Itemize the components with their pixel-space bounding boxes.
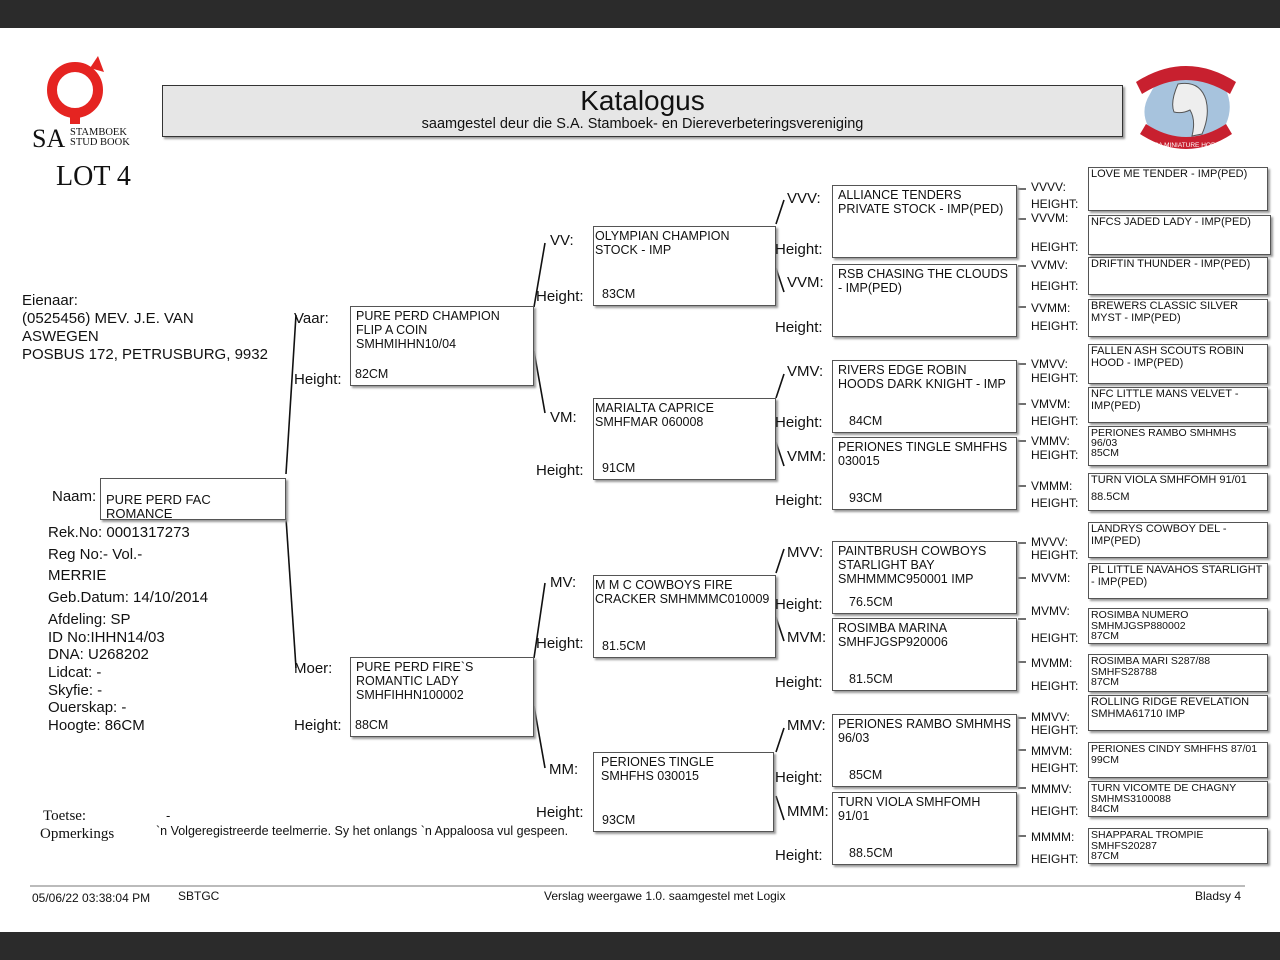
gen3-height-vmv: 84CM: [849, 414, 883, 428]
gen4-name-mvvv: LANDRYS COWBOY DEL - IMP(PED): [1091, 523, 1227, 547]
sire-height-label: Height:: [294, 371, 342, 388]
gen4-label-vmvv: VMVV:: [1031, 357, 1068, 371]
animal-details: [48, 522, 208, 737]
gen2-label-vm: VM:: [550, 409, 577, 426]
gen3-hlabel-mmv: Height:: [775, 769, 823, 786]
gen3-label-vmv: VMV:: [787, 363, 824, 380]
gen3-height-mvm: 81.5CM: [849, 672, 893, 686]
logo-stamboek-text: STAMBOEK: [70, 127, 127, 138]
gen4-label-mvmv: MVMV:: [1031, 604, 1070, 618]
gen2-box-vv: [593, 226, 776, 306]
gen3-label-mmm: MMM:: [787, 803, 829, 820]
gen4-name-mmvv: ROLLING RIDGE REVELATION SMHMA61710 IMP: [1091, 696, 1250, 720]
gen4-box-mmvm: [1088, 742, 1268, 778]
gen4-height-mvmm: 87CM: [1091, 676, 1120, 688]
gen4-box-mmmm: [1088, 828, 1268, 864]
gen3-height-mmv: 85CM: [849, 768, 883, 782]
gen2-height-mv: 81.5CM: [602, 639, 646, 653]
gen4-name-mvmv: ROSIMBA NUMERO SMHMJGSP880002: [1091, 609, 1189, 632]
sire-height: 82CM: [355, 367, 389, 381]
gen3-box-mmv: [832, 714, 1017, 787]
owner-block: [22, 292, 268, 364]
gen4-box-vmmm: [1088, 473, 1268, 511]
gen4-box-mmvv: [1088, 695, 1268, 731]
gen2-height-vm: 91CM: [602, 461, 636, 475]
gen3-label-mmv: MMV:: [787, 717, 826, 734]
gen3-hlabel-vvv: Height:: [775, 241, 823, 258]
gen4-box-vvvv: [1088, 167, 1268, 211]
gen4-height-mmmm: 87CM: [1091, 850, 1120, 862]
detail-reg-no: Reg No:- Vol.-: [48, 545, 143, 563]
gen3-hlabel-vmv: Height:: [775, 414, 823, 431]
gen3-hlabel-mvm: Height:: [775, 674, 823, 691]
gen4-box-vmvv: [1088, 344, 1268, 384]
gen3-name-vvv: ALLIANCE TENDERS PRIVATE STOCK - IMP(PED): [838, 188, 1004, 216]
gen2-name-vm: MARIALTA CAPRICE SMHFMAR 060008: [595, 401, 715, 429]
gen4-hlabel-vvmm: HEIGHT:: [1031, 319, 1079, 333]
footer-timestamp: 05/06/22 03:38:04 PM: [32, 891, 151, 905]
dam-height-label: Height:: [294, 717, 342, 734]
gen4-hlabel-mmmm: HEIGHT:: [1031, 852, 1079, 866]
gen2-name-vv: OLYMPIAN CHAMPION STOCK - IMP: [595, 229, 730, 257]
gen4-name-vvvv: LOVE ME TENDER - IMP(PED): [1091, 168, 1248, 180]
gen4-name-mvvm: PL LITTLE NAVAHOS STARLIGHT - IMP(PED): [1091, 564, 1263, 588]
gen4-label-mmmv: MMMV:: [1031, 782, 1072, 796]
dam-height: 88CM: [355, 718, 389, 732]
gen4-label-vvmv: VVMV:: [1031, 258, 1068, 272]
gen4-box-vvmv: [1088, 257, 1268, 295]
toetse-label: Toetse:: [43, 808, 87, 824]
gen3-name-vvm: RSB CHASING THE CLOUDS - IMP(PED): [838, 267, 1008, 295]
gen3-label-mvv: MVV:: [787, 544, 824, 561]
gen3-name-mvv: PAINTBRUSH COWBOYS STARLIGHT BAY SMHMMMC950001 IMP: [838, 544, 987, 586]
gen4-label-vmmm: VMMM:: [1031, 479, 1073, 493]
logo-top-text: SA MINIATUUR PERD: [1156, 60, 1227, 67]
gen3-height-mmm: 88.5CM: [849, 846, 893, 860]
gen3-box-vvv: [832, 185, 1017, 258]
gen3-name-mvm: ROSIMBA MARINA SMHFJGSP920006: [838, 621, 948, 649]
gen3-box-mmm: [832, 792, 1017, 865]
gen4-box-vmmv: [1088, 426, 1268, 466]
gen4-hlabel-vvvm: HEIGHT:: [1031, 240, 1079, 254]
gen2-name-mv: M M C COWBOYS FIRE CRACKER SMHMMMC010009: [595, 578, 770, 606]
detail-ouerskap: Ouerskap: -: [48, 699, 127, 717]
gen4-height-vmmv: 85CM: [1091, 447, 1120, 459]
gen4-name-vmvm: NFC LITTLE MANS VELVET - IMP(PED): [1091, 388, 1239, 412]
detail-rek-no: Rek.No: 0001317273: [48, 524, 190, 541]
detail-skyfie: Skyfie: -: [48, 681, 103, 699]
gen3-name-vmm: PERIONES TINGLE SMHFHS 030015: [838, 440, 1008, 468]
gen2-label-mm: MM:: [549, 761, 579, 778]
gen4-box-mvmv: [1088, 608, 1268, 644]
gen4-name-vvmv: DRIFTIN THUNDER - IMP(PED): [1091, 258, 1251, 270]
gen3-label-mvm: MVM:: [787, 629, 827, 646]
gen2-height-mm: 93CM: [602, 813, 636, 827]
gen2-hlabel-vm: Height:: [536, 462, 584, 479]
gen4-hlabel-mmmv: HEIGHT:: [1031, 804, 1079, 818]
gen4-box-mvmm: [1088, 654, 1268, 692]
gen4-name-mmmm: SHAPPARAL TROMPIE SMHFS20287: [1091, 829, 1204, 852]
gen2-hlabel-mm: Height:: [536, 804, 584, 821]
gen2-name-mm: PERIONES TINGLE SMHFHS 030015: [601, 755, 714, 783]
dam-box: [350, 657, 534, 737]
gen3-name-mmm: TURN VIOLA SMHFOMH 91/01: [838, 795, 981, 823]
owner-line2: ASWEGEN: [22, 328, 99, 345]
footer-code: SBTGC: [178, 889, 220, 903]
logo-stamboek: [70, 128, 130, 148]
detail-dna: DNA: U268202: [48, 646, 149, 664]
sire-label: Vaar:: [294, 310, 329, 327]
animal-name: PURE PERD FAC ROMANCE: [106, 492, 211, 521]
gen4-name-mmvm: PERIONES CINDY SMHFHS 87/01: [1091, 743, 1258, 755]
title-band: [162, 85, 1123, 137]
gen3-name-vmv: RIVERS EDGE ROBIN HOODS DARK KNIGHT - IMP: [838, 363, 1006, 391]
footer-report: Verslag weergawe 1.0. saamgestel met Logix: [544, 889, 786, 903]
detail-birth-date: Geb.Datum: 14/10/2014: [48, 589, 209, 607]
opmerkings-value: `n Volgeregistreerde teelmerrie. Sy het onlangs `n Appaloosa vul gespeen.: [156, 824, 569, 838]
gen4-name-vvmm: BREWERS CLASSIC SILVER MYST - IMP(PED): [1091, 300, 1239, 324]
gen3-box-vmv: [832, 360, 1017, 433]
sire-box: [350, 306, 534, 386]
animal-name-box: [100, 478, 286, 520]
logo-bottom-text: SA MINIATURE HORSE: [1154, 142, 1225, 149]
gen2-hlabel-vv: Height:: [536, 288, 584, 305]
gen4-label-vvmm: VVMM:: [1031, 301, 1071, 315]
toetse-value: -: [166, 808, 171, 823]
gen4-box-mmmv: [1088, 781, 1268, 817]
gen3-hlabel-vmm: Height:: [775, 492, 823, 509]
gen4-name-vvvm: NFCS JADED LADY - IMP(PED): [1091, 216, 1251, 228]
gen2-height-vv: 83CM: [602, 287, 636, 301]
gen4-hlabel-mvmv: HEIGHT:: [1031, 631, 1079, 645]
page-title: Katalogus: [580, 85, 705, 116]
gen3-hlabel-mmm: Height:: [775, 847, 823, 864]
gen4-box-mvvv: [1088, 522, 1268, 558]
gen2-box-mm: [593, 752, 774, 832]
gen2-box-mv: [593, 575, 776, 658]
gen3-box-vvm: [832, 264, 1017, 337]
venus-mars-logo-icon: [30, 52, 134, 124]
dam-label: Moer:: [294, 660, 333, 677]
sire-name: PURE PERD CHAMPION FLIP A COIN SMHMIHHN10/04: [356, 309, 500, 351]
gen4-box-vvvm: [1088, 215, 1271, 255]
gen4-label-vmvm: VMVM:: [1031, 397, 1071, 411]
gen4-label-mmmm: MMMM:: [1031, 830, 1075, 844]
gen4-box-vvmm: [1088, 299, 1268, 337]
gen3-label-vvm: VVM:: [787, 274, 824, 291]
opmerkings-label: Opmerkings: [40, 826, 115, 842]
gen2-box-vm: [593, 398, 776, 480]
gen4-box-mvvm: [1088, 563, 1268, 599]
gen4-label-mmvv: MMVV:: [1031, 710, 1070, 724]
gen4-name-mmmv: TURN VICOMTE DE CHAGNY SMHMS3100088: [1091, 782, 1237, 805]
gen4-label-mmvm: MMVM:: [1031, 744, 1073, 758]
stamboek-logo: [30, 52, 134, 152]
gen2-label-vv: VV:: [550, 232, 574, 249]
detail-id-no: ID No:IHHN14/03: [48, 628, 165, 646]
gen4-name-vmmm: TURN VIOLA SMHFOMH 91/01: [1091, 474, 1247, 486]
gen3-label-vvv: VVV:: [787, 190, 821, 207]
gen4-name-mvmm: ROSIMBA MARI S287/88 SMHFS28788: [1091, 655, 1211, 678]
detail-hoogte: Hoogte: 86CM: [48, 717, 145, 735]
gen4-height-vmmm: 88.5CM: [1091, 490, 1130, 503]
lot-number: LOT 4: [56, 161, 131, 192]
naam-label: Naam:: [52, 488, 97, 505]
gen2-label-mv: MV:: [550, 574, 577, 591]
gen2-hlabel-mv: Height:: [536, 635, 584, 652]
catalogue-page: [0, 28, 1280, 932]
gen3-height-vmm: 93CM: [849, 491, 883, 505]
gen4-hlabel-mvvv: HEIGHT:: [1031, 548, 1079, 562]
gen4-label-mvvv: MVVV:: [1031, 535, 1068, 549]
gen3-label-vmm: VMM:: [787, 448, 827, 465]
gen4-height-mvmv: 87CM: [1091, 630, 1120, 642]
gen4-height-mmmv: 84CM: [1091, 803, 1120, 815]
gen3-hlabel-vvm: Height:: [775, 319, 823, 336]
logo-studbook-text: STUD BOOK: [70, 137, 130, 148]
gen4-box-vmvm: [1088, 387, 1268, 423]
gen4-hlabel-vmmm: HEIGHT:: [1031, 496, 1079, 510]
logo-sa: SA: [32, 124, 66, 153]
gen4-label-mvmm: MVMM:: [1031, 656, 1073, 670]
gen4-label-vvvv: VVVV:: [1031, 180, 1066, 194]
gen4-label-mvvm: MVVM:: [1031, 571, 1071, 585]
gen4-label-vmmv: VMMV:: [1031, 434, 1070, 448]
gen4-name-vmvv: FALLEN ASH SCOUTS ROBIN HOOD - IMP(PED): [1091, 345, 1244, 369]
gen4-hlabel-vvvv: HEIGHT:: [1031, 197, 1079, 211]
detail-lidcat: Lidcat: -: [48, 663, 102, 681]
gen4-hlabel-vmvv: HEIGHT:: [1031, 371, 1079, 385]
owner-line3: POSBUS 172, PETRUSBURG, 9932: [22, 346, 268, 363]
gen4-hlabel-vvmv: HEIGHT:: [1031, 279, 1079, 293]
dam-name: PURE PERD FIRE`S ROMANTIC LADY SMHFIHHN100002: [356, 660, 474, 702]
gen3-box-vmm: [832, 437, 1017, 510]
gen4-hlabel-vmvm: HEIGHT:: [1031, 414, 1079, 428]
gen3-height-mvv: 76.5CM: [849, 595, 893, 609]
gen4-height-mmvm: 99CM: [1091, 753, 1120, 766]
detail-afdeling: Afdeling: SP: [48, 610, 131, 628]
gen4-name-vmmv: PERIONES RAMBO SMHMHS 96/03: [1091, 427, 1237, 449]
page-subtitle: saamgestel deur die S.A. Stamboek- en Diereverbeteringsvereniging: [421, 116, 864, 132]
gen4-hlabel-mmvm: HEIGHT:: [1031, 761, 1079, 775]
gen4-hlabel-mmvv: HEIGHT:: [1031, 723, 1079, 737]
gen3-box-mvv: [832, 541, 1017, 614]
detail-sex: MERRIE: [48, 567, 107, 585]
owner-label: Eienaar:: [22, 292, 78, 309]
gen3-hlabel-mvv: Height:: [775, 596, 823, 613]
owner-line1: (0525456) MEV. J.E. VAN: [22, 310, 194, 327]
miniature-horse-logo: [1130, 54, 1242, 158]
gen4-hlabel-vmmv: HEIGHT:: [1031, 448, 1079, 462]
gen3-box-mvm: [832, 618, 1017, 691]
gen4-label-vvvm: VVVM:: [1031, 211, 1069, 225]
footer-page-number: Bladsy 4: [1195, 889, 1242, 903]
gen3-name-mmv: PERIONES RAMBO SMHMHS 96/03: [838, 717, 1011, 745]
gen4-hlabel-mvmm: HEIGHT:: [1031, 679, 1079, 693]
